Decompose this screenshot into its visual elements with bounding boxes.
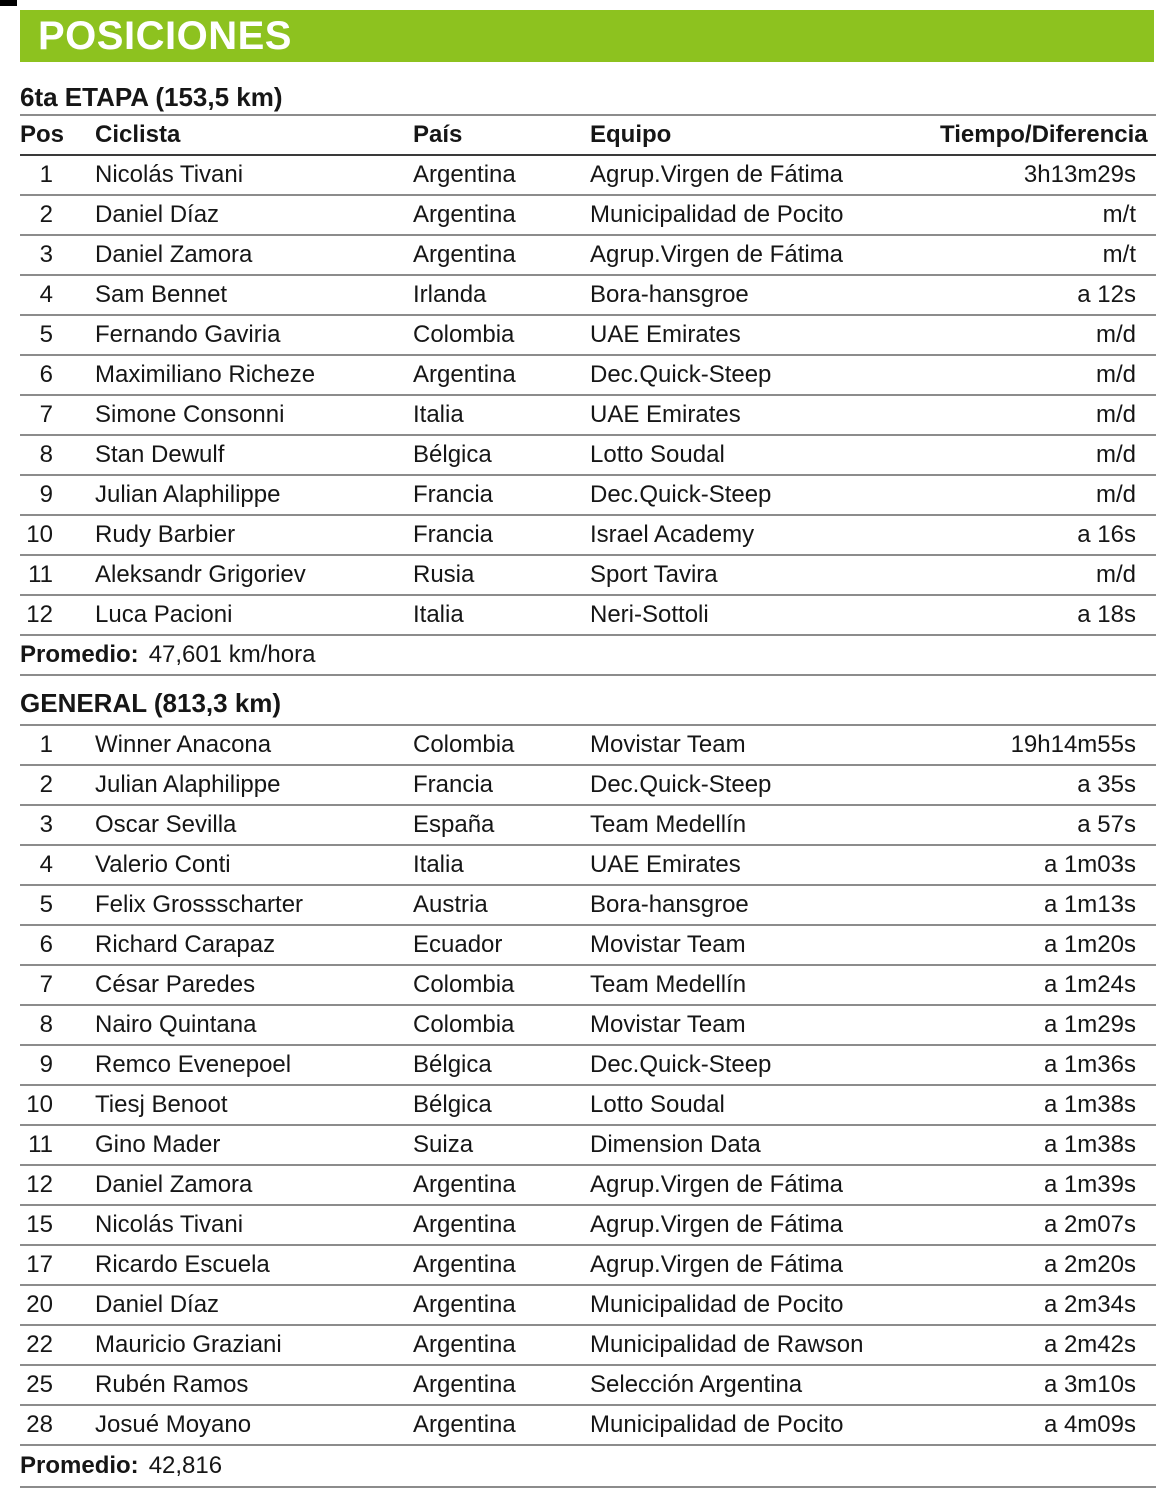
table-row [20,846,1156,886]
pos-cell: 5 [39,891,53,918]
team-cell: Agrup.Virgen de Fátima [590,241,844,268]
country-cell: Colombia [413,731,515,758]
pos-cell: 12 [26,1171,53,1198]
rider-cell: Winner Anacona [95,731,272,758]
column-header-country: País [413,121,463,148]
pos-cell: 5 [39,321,53,348]
table-row [20,196,1156,236]
table-header-row [20,116,1156,156]
rider-cell: Ricardo Escuela [95,1251,270,1278]
standings-content [20,84,1156,1488]
country-cell: Italia [413,601,464,628]
rider-cell: Simone Consonni [95,401,285,428]
column-header-team: Equipo [590,121,672,148]
pos-cell: 2 [39,771,53,798]
country-cell: Austria [413,891,488,918]
pos-cell: 6 [39,931,53,958]
table-row [20,806,1156,846]
pos-cell: 10 [26,1091,53,1118]
team-cell: Team Medellín [590,971,747,998]
pos-cell: 3 [39,811,53,838]
table-row [20,276,1156,316]
rider-cell: Daniel Zamora [95,241,253,268]
country-cell: Francia [413,481,494,508]
rider-cell: Gino Mader [95,1131,221,1158]
rider-cell: Felix Grossscharter [95,891,304,918]
team-cell: Agrup.Virgen de Fátima [590,161,844,188]
country-cell: Ecuador [413,931,503,958]
column-header-pos: Pos [20,121,65,148]
team-cell: Dimension Data [590,1131,761,1158]
table-row [20,966,1156,1006]
pos-cell: 8 [39,1011,53,1038]
table-row [20,1406,1156,1446]
pos-cell: 4 [39,281,53,308]
pos-cell: 2 [39,201,53,228]
rider-cell: Richard Carapaz [95,931,276,958]
pos-cell: 9 [39,481,53,508]
pos-cell: 22 [26,1331,53,1358]
pos-cell: 12 [26,601,53,628]
time-cell: a 3m10s [1043,1371,1136,1398]
country-cell: Argentina [413,1171,516,1198]
pos-cell: 1 [39,731,53,758]
team-cell: UAE Emirates [590,401,741,428]
table-row [20,766,1156,806]
table-row [20,236,1156,276]
time-cell: a 1m38s [1043,1131,1136,1158]
team-cell: Movistar Team [590,731,746,758]
time-cell: a 2m34s [1043,1291,1136,1318]
pos-cell: 15 [26,1211,53,1238]
time-cell: a 12s [1077,281,1136,308]
country-cell: Francia [413,521,494,548]
column-header-time: Tiempo/Diferencia [940,121,1148,148]
table-row [20,1166,1156,1206]
team-cell: Movistar Team [590,1011,746,1038]
general-average-row [20,1446,1156,1488]
country-cell: Bélgica [413,441,492,468]
rider-cell: Aleksandr Grigoriev [95,561,306,588]
table-row [20,886,1156,926]
rider-cell: Fernando Gaviria [95,321,281,348]
team-cell: Selección Argentina [590,1371,803,1398]
table-row [20,1126,1156,1166]
time-cell: a 1m24s [1043,971,1136,998]
table-row [20,1006,1156,1046]
time-cell: m/d [1095,481,1136,508]
time-cell: a 16s [1077,521,1136,548]
stage-table-body [20,156,1156,636]
rider-cell: Maximiliano Richeze [95,361,316,388]
table-row [20,516,1156,556]
country-cell: Argentina [413,201,516,228]
general-table-body [20,726,1156,1446]
team-cell: Team Medellín [590,811,747,838]
team-cell: Bora-hansgroe [590,281,749,308]
country-cell: Argentina [413,1411,516,1438]
team-cell: UAE Emirates [590,851,741,878]
time-cell: a 1m13s [1043,891,1136,918]
time-cell: a 4m09s [1043,1411,1136,1438]
rider-cell: Julian Alaphilippe [95,771,281,798]
table-row [20,1086,1156,1126]
time-cell: a 1m36s [1043,1051,1136,1078]
time-cell: a 1m03s [1043,851,1136,878]
pos-cell: 3 [39,241,53,268]
rider-cell: Stan Dewulf [95,441,225,468]
country-cell: Argentina [413,1291,516,1318]
rider-cell: Nairo Quintana [95,1011,257,1038]
table-row [20,596,1156,636]
pos-cell: 6 [39,361,53,388]
team-cell: Israel Academy [590,521,755,548]
table-row [20,926,1156,966]
rider-cell: Oscar Sevilla [95,811,237,838]
team-cell: Dec.Quick-Steep [590,771,772,798]
country-cell: Argentina [413,241,516,268]
pos-cell: 1 [39,161,53,188]
rider-cell: Nicolás Tivani [95,161,244,188]
table-row [20,1246,1156,1286]
stage-average-value: 47,601 km/hora [148,641,316,668]
rider-cell: Remco Evenepoel [95,1051,292,1078]
pos-cell: 10 [26,521,53,548]
country-cell: Irlanda [413,281,487,308]
team-cell: Bora-hansgroe [590,891,749,918]
time-cell: m/d [1095,401,1136,428]
stage-average-label: Promedio: [20,641,139,668]
pos-cell: 20 [26,1291,53,1318]
team-cell: Movistar Team [590,931,746,958]
rider-cell: Rubén Ramos [95,1371,249,1398]
time-cell: m/t [1102,241,1136,268]
team-cell: Agrup.Virgen de Fátima [590,1251,844,1278]
rider-cell: César Paredes [95,971,256,998]
country-cell: Argentina [413,1371,516,1398]
title-bar [20,10,1154,62]
team-cell: Dec.Quick-Steep [590,1051,772,1078]
table-row [20,476,1156,516]
time-cell: m/t [1102,201,1136,228]
team-cell: UAE Emirates [590,321,741,348]
rider-cell: Daniel Díaz [95,201,220,228]
table-row [20,1366,1156,1406]
country-cell: Colombia [413,321,515,348]
country-cell: Italia [413,851,464,878]
time-cell: a 1m39s [1043,1171,1136,1198]
time-cell: a 18s [1077,601,1136,628]
country-cell: Bélgica [413,1091,492,1118]
table-row [20,1286,1156,1326]
country-cell: Bélgica [413,1051,492,1078]
country-cell: España [413,811,495,838]
country-cell: Italia [413,401,464,428]
pos-cell: 4 [39,851,53,878]
table-row [20,356,1156,396]
rider-cell: Sam Bennet [95,281,228,308]
country-cell: Suiza [413,1131,474,1158]
table-row [20,316,1156,356]
pos-cell: 7 [39,971,53,998]
country-cell: Argentina [413,1211,516,1238]
table-row [20,436,1156,476]
rider-cell: Valerio Conti [95,851,231,878]
pos-cell: 25 [26,1371,53,1398]
page-title: POSICIONES [38,13,292,58]
time-cell: m/d [1095,321,1136,348]
table-row [20,726,1156,766]
rider-cell: Daniel Díaz [95,1291,220,1318]
rider-cell: Mauricio Graziani [95,1331,282,1358]
team-cell: Dec.Quick-Steep [590,481,772,508]
team-cell: Neri-Sottoli [590,601,709,628]
stage-heading: 6ta ETAPA (153,5 km) [20,84,1156,116]
rider-cell: Tiesj Benoot [95,1091,228,1118]
country-cell: Colombia [413,971,515,998]
country-cell: Argentina [413,161,516,188]
time-cell: 19h14m55s [1010,731,1136,758]
table-row [20,396,1156,436]
table-row [20,1326,1156,1366]
team-cell: Municipalidad de Pocito [590,1291,844,1318]
team-cell: Agrup.Virgen de Fátima [590,1171,844,1198]
pos-cell: 9 [39,1051,53,1078]
time-cell: a 2m07s [1043,1211,1136,1238]
table-row [20,1046,1156,1086]
team-cell: Lotto Soudal [590,1091,725,1118]
page-edge-mark [0,0,17,6]
rider-cell: Julian Alaphilippe [95,481,281,508]
country-cell: Argentina [413,1251,516,1278]
team-cell: Municipalidad de Pocito [590,201,844,228]
time-cell: a 35s [1077,771,1136,798]
country-cell: Francia [413,771,494,798]
time-cell: m/d [1095,361,1136,388]
time-cell: a 1m29s [1043,1011,1136,1038]
time-cell: a 1m38s [1043,1091,1136,1118]
rider-cell: Rudy Barbier [95,521,236,548]
general-heading: GENERAL (813,3 km) [20,676,1156,726]
table-row [20,556,1156,596]
team-cell: Agrup.Virgen de Fátima [590,1211,844,1238]
rider-cell: Luca Pacioni [95,601,233,628]
time-cell: a 2m20s [1043,1251,1136,1278]
pos-cell: 11 [28,1131,53,1158]
pos-cell: 17 [26,1251,53,1278]
country-cell: Rusia [413,561,475,588]
pos-cell: 8 [39,441,53,468]
time-cell: m/d [1095,561,1136,588]
table-row [20,1206,1156,1246]
stage-average-row [20,636,1156,676]
pos-cell: 28 [26,1411,53,1438]
country-cell: Colombia [413,1011,515,1038]
rider-cell: Nicolás Tivani [95,1211,244,1238]
general-average-label: Promedio: [20,1452,139,1479]
time-cell: a 2m42s [1043,1331,1136,1358]
country-cell: Argentina [413,361,516,388]
column-header-rider: Ciclista [95,121,181,148]
team-cell: Municipalidad de Pocito [590,1411,844,1438]
country-cell: Argentina [413,1331,516,1358]
team-cell: Lotto Soudal [590,441,725,468]
rider-cell: Josué Moyano [95,1411,252,1438]
time-cell: a 57s [1077,811,1136,838]
pos-cell: 7 [39,401,53,428]
rider-cell: Daniel Zamora [95,1171,253,1198]
time-cell: m/d [1095,441,1136,468]
team-cell: Dec.Quick-Steep [590,361,772,388]
time-cell: a 1m20s [1043,931,1136,958]
general-average-value: 42,816 [148,1452,223,1479]
table-row [20,156,1156,196]
team-cell: Municipalidad de Rawson [590,1331,864,1358]
team-cell: Sport Tavira [590,561,718,588]
pos-cell: 11 [28,561,53,588]
time-cell: 3h13m29s [1023,161,1136,188]
